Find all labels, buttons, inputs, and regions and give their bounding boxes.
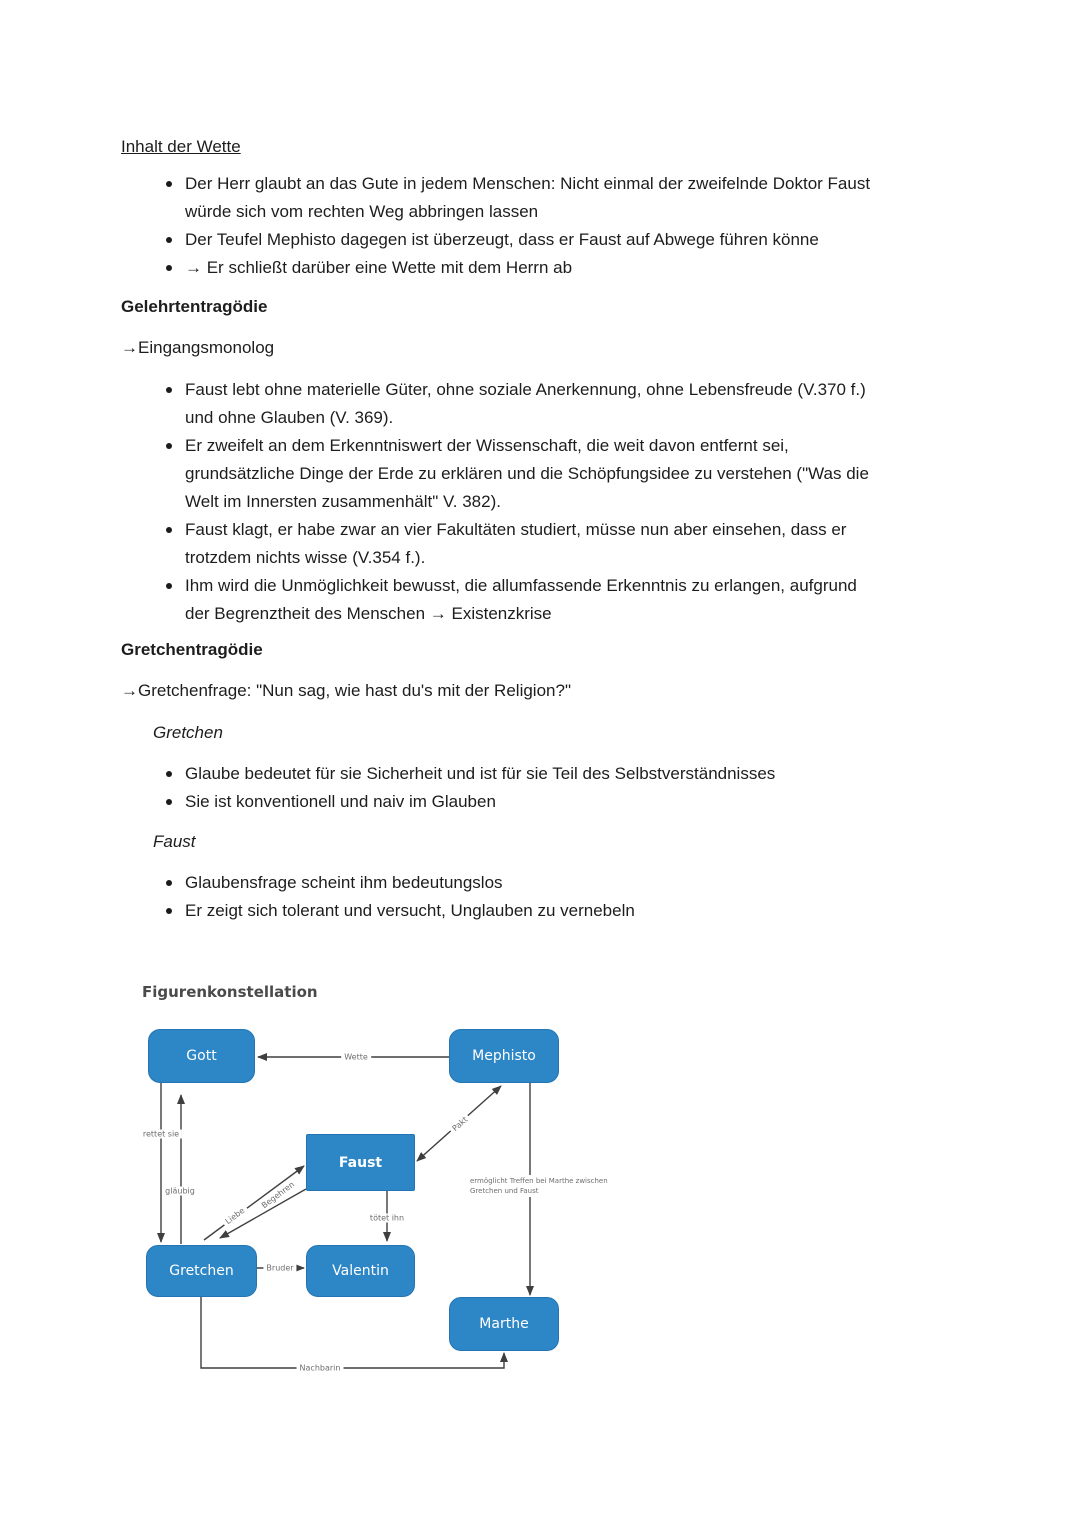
diagram-canvas: [130, 1029, 610, 1381]
edge-label-rettet-sie: rettet sie: [140, 1130, 182, 1139]
bullet-item: Er zeigt sich tolerant und versucht, Unglauben zu vernebeln: [121, 897, 877, 925]
edge-label-toetet-ihn: tötet ihn: [367, 1214, 407, 1223]
edge-begehren-line: [204, 1166, 304, 1240]
edge-label-ermoeglicht: [468, 1175, 610, 1197]
figure-constellation-diagram: [130, 983, 610, 1403]
node-gott: Gott: [148, 1029, 255, 1083]
bullet-item: Der Teufel Mephisto dagegen ist überzeugt, dass er Faust auf Abwege führen könne: [121, 226, 877, 254]
edge-label-ermoeglicht-line2: Gretchen und Faust: [470, 1187, 539, 1195]
edge-label-ermoeglicht-line1: ermöglicht Treffen bei Marthe zwischen: [470, 1177, 608, 1185]
diagram-title: Figurenkonstellation: [142, 983, 318, 1001]
subheading-gretchen: Gretchen: [153, 723, 223, 742]
edge-label-liebe: Liebe: [221, 1204, 248, 1228]
subheading-faust: Faust: [153, 832, 196, 851]
wette-bullet-list: [121, 170, 877, 282]
node-mephisto: Mephisto: [449, 1029, 559, 1083]
bullet-item: Faust lebt ohne materielle Güter, ohne soziale Anerkennung, ohne Lebensfreude (V.370 f.) und ohne Glauben (V. 369).: [121, 376, 877, 432]
bullet-item: Sie ist konventionell und naiv im Glauben: [121, 788, 877, 816]
bullet-item: Er zweifelt an dem Erkenntniswert der Wissenschaft, die weit davon entfernt sei, grundsätzliche Dinge der Erde zu erklären und die Schöpfungsidee zu verstehen ("Was die Welt im Innersten zusammenhält" V. 382).: [121, 432, 877, 516]
section-heading-inhalt-der-wette: Inhalt der Wette: [121, 137, 241, 156]
gelehrten-bullet-list: [121, 376, 877, 628]
subheading-eingangsmonolog: →Eingangsmonolog: [121, 338, 275, 357]
node-valentin: Valentin: [306, 1245, 415, 1297]
bullet-item: → Er schließt darüber eine Wette mit dem Herrn ab: [121, 254, 877, 282]
faust-bullet-list: [121, 869, 877, 925]
edge-label-wette: Wette: [341, 1053, 371, 1062]
bullet-item: Der Herr glaubt an das Gute in jedem Menschen: Nicht einmal der zweifelnde Doktor Faust würde sich vom rechten Weg abbringen lassen: [121, 170, 877, 226]
bullet-item: Faust klagt, er habe zwar an vier Fakultäten studiert, müsse nun aber einsehen, dass er trotzdem nichts wisse (V.354 f.).: [121, 516, 877, 572]
node-gretchen: Gretchen: [146, 1245, 257, 1297]
edge-label-bruder: Bruder: [263, 1264, 296, 1273]
bullet-item: Glaubensfrage scheint ihm bedeutungslos: [121, 869, 877, 897]
section-heading-gelehrtentragoedie: Gelehrtentragödie: [121, 297, 268, 316]
bullet-item: Glaube bedeutet für sie Sicherheit und ist für sie Teil des Selbstverständnisses: [121, 760, 877, 788]
edge-label-pakt: Pakt: [448, 1113, 471, 1135]
node-faust: Faust: [306, 1134, 415, 1191]
section-heading-gretchentragoedie: Gretchentragödie: [121, 640, 263, 659]
subheading-gretchenfrage: →Gretchenfrage: "Nun sag, wie hast du's mit der Religion?": [121, 681, 571, 700]
notes-content: [121, 133, 877, 925]
bullet-item: Ihm wird die Unmöglichkeit bewusst, die allumfassende Erkenntnis zu erlangen, aufgrund der Begrenztheit des Menschen → Existenzkrise: [121, 572, 877, 628]
node-marthe: Marthe: [449, 1297, 559, 1351]
gretchen-bullet-list: [121, 760, 877, 816]
edge-label-nachbarin: Nachbarin: [297, 1364, 344, 1373]
edge-label-begehren: Begehren: [257, 1178, 298, 1212]
edge-label-glaeubig: gläubig: [162, 1187, 198, 1196]
